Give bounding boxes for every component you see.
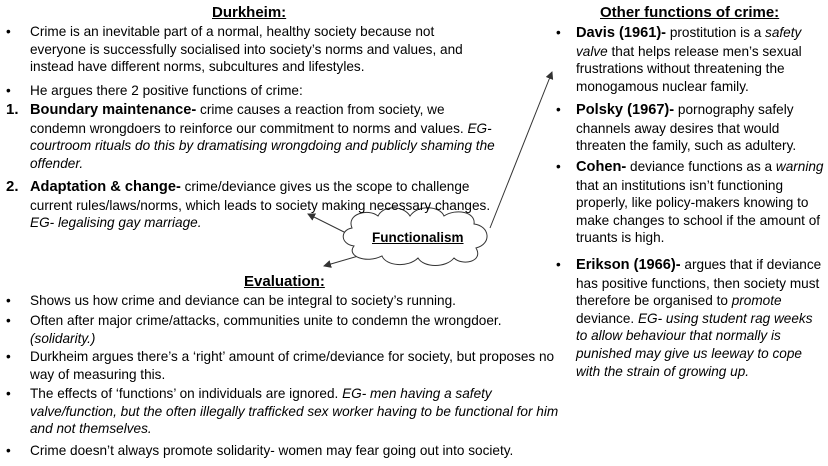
evaluation-italic: EG- men having a safety valve/function, but the often illegally trafficked sex worker having to be functional for him and not themselves. (30, 386, 559, 437)
function-adaptation-change (6, 178, 500, 232)
other-term: Davis (1961)- (576, 25, 667, 41)
function-boundary-maintenance (6, 101, 500, 172)
other-functions-heading: Other functions of crime: (600, 4, 780, 21)
durkheim-point-text: Crime is an inevitable part of a normal, healthy society because not everyone is successfully socialised into society’s norms and values, and instead have different norms, subcultures and lifestyles. (30, 24, 463, 75)
durkheim-point-2 (6, 82, 478, 100)
other-italic: EG- using student rag weeks to allow behaviour that normally is punished may give us leeway to cope with the strain of growing up. (576, 310, 813, 379)
evaluation-text: Often after major crime/attacks, communities unite to condemn the wrongdoer. (30, 313, 502, 328)
other-text: prostitution is a (666, 25, 766, 40)
evaluation-point-4 (6, 385, 568, 438)
evaluation-point-5 (6, 442, 568, 460)
function-text: crime causes a reaction from society, we condemn wrongdoers to reinforce our commitment to norms and values. (30, 102, 468, 136)
bullet-icon: • (6, 443, 11, 458)
bullet-icon: • (6, 313, 11, 328)
list-number: 1. (6, 101, 19, 118)
function-term: Adaptation & change- (30, 179, 181, 195)
bullet-icon: • (556, 25, 561, 40)
function-example: EG- legalising gay marriage. (30, 215, 202, 231)
other-term: Cohen- (576, 159, 627, 175)
other-text: that an institutions isn’t functioning properly, like policy-makers knowing to make changes to school if the amount of truants is high. (576, 177, 821, 246)
other-text: pornography safely channels away desires that would threaten the family, such as adultery. (576, 102, 797, 154)
other-text: deviance functions as a (626, 159, 776, 174)
evaluation-italic: (solidarity.) (30, 330, 96, 346)
other-text: deviance. (576, 310, 638, 326)
other-item-davis (556, 24, 824, 95)
bullet-icon: • (556, 257, 561, 272)
other-text: that helps release men’s sexual frustrations without threatening the monogamous nuclear family. (576, 43, 802, 94)
other-italic: warning (775, 159, 824, 174)
evaluation-text: Crime doesn’t always promote solidarity- women may fear going out into society. (30, 443, 514, 458)
bullet-icon: • (6, 83, 11, 98)
bullet-icon: • (556, 102, 561, 117)
other-term: Erikson (1966)- (576, 257, 681, 273)
other-italic: safety valve (576, 25, 802, 59)
evaluation-text: Durkheim argues there’s a ‘right’ amount of crime/deviance for society, but proposes no way of measuring this. (30, 349, 555, 382)
evaluation-text: Shows us how crime and deviance can be integral to society’s running. (30, 293, 456, 308)
durkheim-point-1 (6, 23, 478, 76)
other-item-polsky (556, 101, 824, 155)
other-text: argues that if deviance has positive functions, then society must therefore be organised to (576, 257, 822, 309)
list-number: 2. (6, 178, 19, 195)
bullet-icon: • (556, 159, 561, 174)
evaluation-text: The effects of ‘functions’ on individuals are ignored. (30, 386, 343, 401)
evaluation-point-1 (6, 292, 568, 310)
evaluation-point-3 (6, 348, 568, 383)
durkheim-heading: Durkheim: (212, 4, 287, 21)
bullet-icon: • (6, 293, 11, 308)
other-italic: promote (731, 293, 782, 309)
other-item-cohen (556, 158, 824, 247)
bullet-icon: • (6, 24, 11, 39)
other-term: Polsky (1967)- (576, 102, 675, 118)
bullet-icon: • (6, 349, 11, 364)
evaluation-heading: Evaluation: (244, 273, 325, 290)
evaluation-point-2 (6, 312, 568, 347)
other-item-erikson (556, 256, 824, 380)
function-term: Boundary maintenance- (30, 102, 197, 118)
functionalism-label: Functionalism (372, 230, 464, 245)
durkheim-point-text: He argues there 2 positive functions of crime: (30, 83, 303, 98)
bullet-icon: • (6, 386, 11, 401)
function-text: crime/deviance gives us the scope to challenge current rules/laws/norms, which leads to society making necessary changes. (30, 179, 491, 213)
function-example: EG- courtroom rituals do this by dramatising wrongdoing and publicly shaming the offender. (30, 120, 495, 171)
